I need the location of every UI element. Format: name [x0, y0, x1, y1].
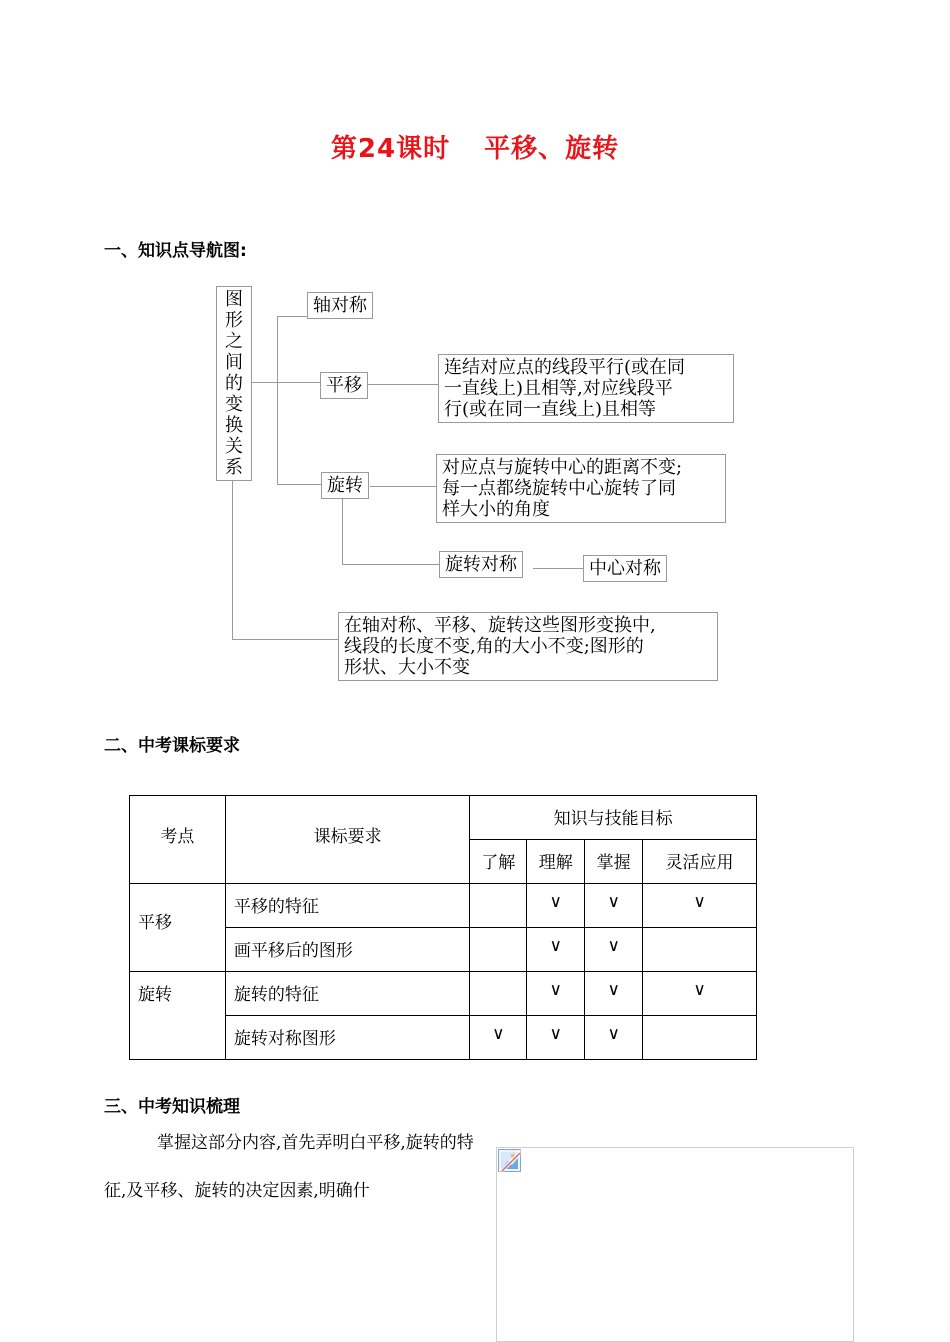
- requirement-cell: 旋转对称图形: [225, 1016, 470, 1060]
- check-cell: [643, 928, 757, 972]
- header-master: 掌握: [585, 840, 643, 884]
- check-cell: [470, 928, 527, 972]
- connector: [250, 382, 320, 383]
- header-apply: 灵活应用: [643, 840, 757, 884]
- header-point: 考点: [130, 796, 226, 884]
- connector: [277, 484, 321, 485]
- connector: [370, 486, 436, 487]
- lesson-number: 第24课时: [330, 134, 451, 164]
- connector: [342, 564, 439, 565]
- map-node-rotation: 旋转: [321, 472, 369, 499]
- check-cell: ∨: [527, 972, 585, 1016]
- check-cell: ∨: [585, 884, 643, 928]
- header-requirement: 课标要求: [225, 796, 470, 884]
- connector: [232, 477, 233, 639]
- requirement-cell: 画平移后的图形: [225, 928, 470, 972]
- page-title: [0, 128, 950, 165]
- section-heading-3: 三、中考知识梳理: [104, 1097, 240, 1117]
- map-node-rotational-symmetry: 旋转对称: [439, 551, 523, 578]
- group-rotation: 旋转: [130, 972, 226, 1060]
- check-cell: ∨: [585, 972, 643, 1016]
- check-cell: ∨: [643, 884, 757, 928]
- map-node-axial: 轴对称: [307, 292, 373, 319]
- map-desc-invariant: 在轴对称、平移、旋转这些图形变换中, 线段的长度不变,角的大小不变;图形的 形状、大小不变: [338, 612, 718, 681]
- curriculum-table: [129, 795, 757, 1060]
- map-node-central-symmetry: 中心对称: [583, 555, 667, 582]
- map-node-translation: 平移: [320, 372, 368, 399]
- table-row: [130, 884, 757, 928]
- figure-placeholder: [496, 1147, 854, 1342]
- check-cell: ∨: [527, 1016, 585, 1060]
- group-translation: 平移: [130, 884, 226, 972]
- connector: [277, 316, 278, 484]
- check-cell: ∨: [527, 884, 585, 928]
- connector: [342, 498, 343, 564]
- header-goals: 知识与技能目标: [470, 796, 757, 840]
- map-desc-rotation: 对应点与旋转中心的距离不变; 每一点都绕旋转中心旋转了同 样大小的角度: [436, 454, 726, 523]
- section-heading-2: 二、中考课标要求: [104, 736, 240, 756]
- broken-image-icon: [498, 1149, 522, 1173]
- check-cell: [643, 1016, 757, 1060]
- connector: [368, 384, 438, 385]
- check-cell: ∨: [585, 1016, 643, 1060]
- lesson-topic: 平移、旋转: [484, 134, 620, 164]
- section-heading-1: 一、知识点导航图:: [104, 241, 247, 261]
- map-desc-translation: 连结对应点的线段平行(或在同 一直线上)且相等,对应线段平 行(或在同一直线上)且相等: [438, 354, 734, 423]
- connector: [232, 639, 338, 640]
- header-understand-basic: 了解: [470, 840, 527, 884]
- header-comprehend: 理解: [527, 840, 585, 884]
- table-row: [130, 972, 757, 1016]
- check-cell: [470, 972, 527, 1016]
- check-cell: [470, 884, 527, 928]
- check-cell: ∨: [643, 972, 757, 1016]
- map-root-box: 图形之间的变换关系: [216, 286, 252, 481]
- body-paragraph: 掌握这部分内容,首先弄明白平移,旋转的特征,及平移、旋转的决定因素,明确什: [104, 1133, 474, 1201]
- check-cell: ∨: [470, 1016, 527, 1060]
- requirement-cell: 旋转的特征: [225, 972, 470, 1016]
- connector: [277, 316, 307, 317]
- connector: [533, 568, 583, 569]
- check-cell: ∨: [527, 928, 585, 972]
- requirement-cell: 平移的特征: [225, 884, 470, 928]
- check-cell: ∨: [585, 928, 643, 972]
